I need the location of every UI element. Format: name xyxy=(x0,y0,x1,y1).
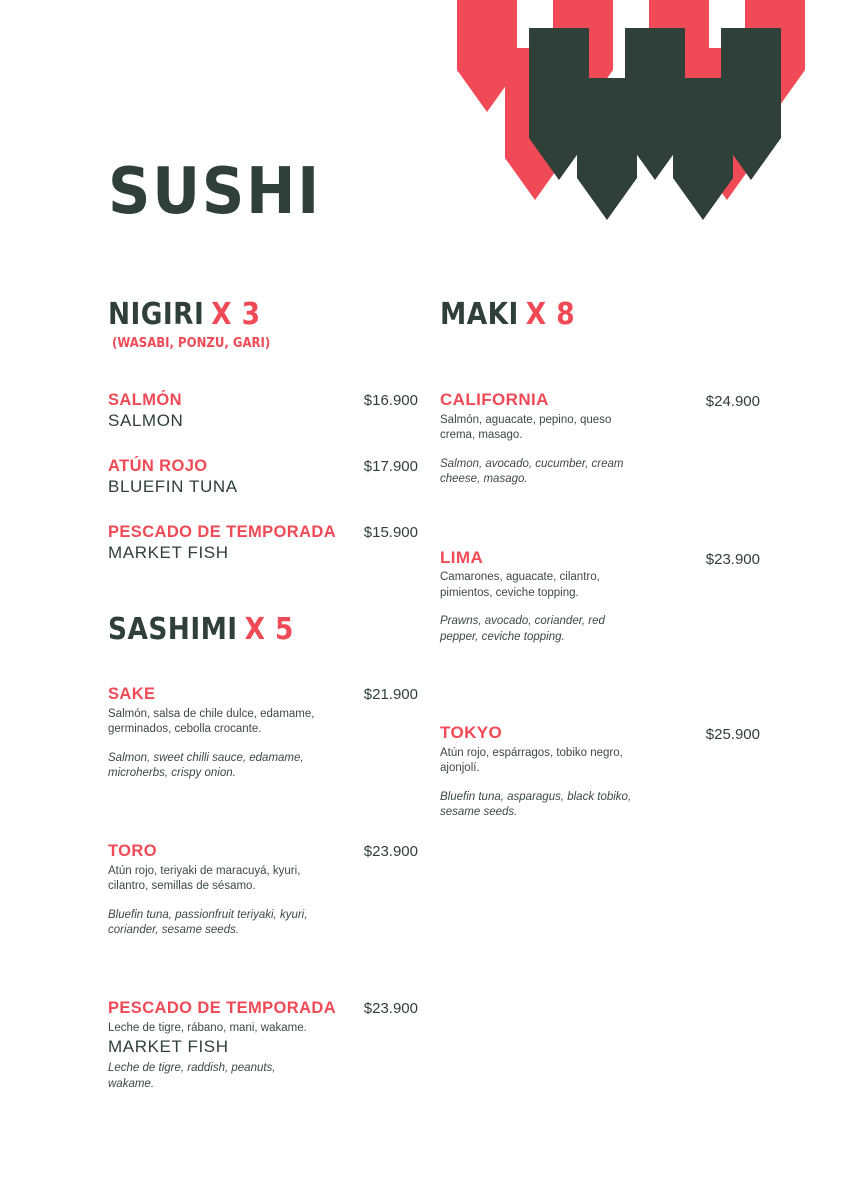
dish-price: $25.900 xyxy=(705,726,760,744)
dish-name: CALIFORNIA xyxy=(440,390,549,409)
dish-name: SALMÓN xyxy=(108,391,182,409)
dish-description-es: Salmón, aguacate, pepino, queso crema, masago. xyxy=(440,413,612,442)
menu-item xyxy=(440,390,760,488)
dish-description-en: Salmon, avocado, cucumber, cream cheese, masago. xyxy=(440,457,624,486)
section-sashimi xyxy=(108,611,418,1093)
menu-item xyxy=(108,391,418,431)
dish-name-en: BLUEFIN TUNA xyxy=(108,476,238,496)
dish-price: $21.900 xyxy=(363,685,418,703)
dish-description-en: Bluefin tuna, passionfruit teriyaki, kyuri, coriander, sesame seeds. xyxy=(108,908,308,937)
dish-description-es: Leche de tigre, rábano, mani, wakame. xyxy=(108,1021,307,1034)
dish-description-es: Salmón, salsa de chile dulce, edamame, germinados, cebolla crocante. xyxy=(108,707,315,736)
dish-name-en: MARKET FISH xyxy=(108,1037,229,1057)
chevron-pattern xyxy=(455,0,847,222)
section-count: X 3 xyxy=(211,297,261,332)
section-count: X 8 xyxy=(525,297,576,332)
left-column xyxy=(108,297,418,1092)
section-subtitle-nigiri: (WASABI, PONZU, GARI) xyxy=(112,336,271,351)
dish-price: $16.900 xyxy=(363,392,418,409)
dish-price: $17.900 xyxy=(363,457,418,475)
dish-description-es: Atún rojo, teriyaki de maracuyá, kyuri, cilantro, semillas de sésamo. xyxy=(108,864,301,893)
menu-item xyxy=(440,548,760,646)
dish-description-en: Bluefin tuna, asparagus, black tobiko, sesame seeds. xyxy=(440,790,632,819)
dish-price: $23.900 xyxy=(705,550,760,568)
dish-description-es: Atún rojo, espárragos, tobiko negro, ajonjolí. xyxy=(440,746,623,775)
dish-description-es: Camarones, aguacate, cilantro, pimientos, ceviche topping. xyxy=(440,571,600,599)
right-column xyxy=(440,297,760,821)
section-nigiri xyxy=(108,297,418,563)
dish-description-en: Prawns, avocado, coriander, red pepper, ceviche topping. xyxy=(440,615,605,643)
dish-name: TORO xyxy=(108,841,157,860)
dish-price: $23.900 xyxy=(363,842,418,860)
section-title-maki xyxy=(440,297,722,332)
section-title-text: SASHIMI xyxy=(108,611,238,647)
dish-name-en: SALMON xyxy=(108,410,184,430)
section-maki xyxy=(440,297,760,821)
dish-name: TOKYO xyxy=(440,723,503,743)
section-title-text: NIGIRI xyxy=(108,297,205,332)
menu-item xyxy=(440,723,760,821)
dish-name: PESCADO DE TEMPORADA xyxy=(108,998,337,1017)
dish-name-en: MARKET FISH xyxy=(108,542,229,562)
menu-item xyxy=(108,457,418,497)
dish-name: PESCADO DE TEMPORADA xyxy=(108,522,337,541)
dish-price: $23.900 xyxy=(363,999,418,1017)
menu-item xyxy=(108,999,418,1093)
page-title: SUSHI xyxy=(108,155,322,229)
menu-item xyxy=(108,523,418,563)
dish-name: LIMA xyxy=(440,547,484,567)
dish-name: ATÚN ROJO xyxy=(108,456,208,475)
dish-description-en: Leche de tigre, raddish, peanuts, wakame. xyxy=(108,1062,276,1090)
dish-description-en: Salmon, sweet chilli sauce, edamame, microherbs, crispy onion. xyxy=(108,751,304,780)
section-title-nigiri xyxy=(108,297,381,332)
section-title-text: MAKI xyxy=(440,297,519,332)
section-title-sashimi xyxy=(108,611,381,647)
section-count: X 5 xyxy=(244,611,294,647)
dish-name: SAKE xyxy=(108,684,156,703)
menu-item xyxy=(108,685,418,782)
dish-price: $24.900 xyxy=(705,393,760,410)
menu-item xyxy=(108,842,418,939)
dish-price: $15.900 xyxy=(363,523,418,541)
